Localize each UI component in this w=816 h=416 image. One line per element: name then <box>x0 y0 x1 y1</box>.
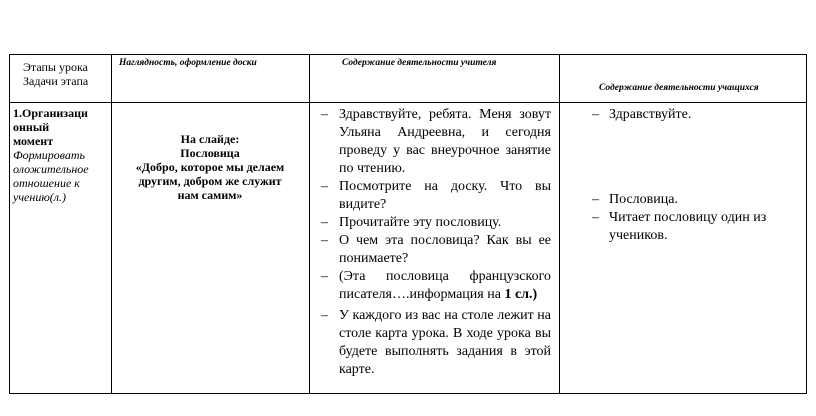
stage-task-line: учению(л.) <box>13 190 67 204</box>
teacher-item-text: Посмотрите на доску. Что вы видите? <box>339 179 551 212</box>
teacher-item <box>321 106 551 178</box>
student-item <box>592 209 806 245</box>
dash-bullet: – <box>592 192 599 207</box>
header-teacher: Содержание деятельности учителя <box>342 58 497 68</box>
teacher-cell <box>309 102 559 379</box>
student-item-text: Пословица. <box>609 192 678 207</box>
teacher-item <box>321 232 551 268</box>
student-item <box>592 106 806 124</box>
teacher-item <box>321 307 551 379</box>
proverb-label: Пословица <box>180 146 240 160</box>
stage-cell <box>10 102 111 204</box>
teacher-item-text: У каждого из вас на столе лежит на столе карта урока. В ходе урока вы будете выполнять задания в этой карте. <box>339 308 551 377</box>
student-item-text: Здравствуйте. <box>609 107 692 122</box>
dash-bullet: – <box>321 308 328 323</box>
dash-bullet: – <box>321 107 328 122</box>
header-stages <box>10 55 111 102</box>
proverb-text-line: другим, добром же служит <box>138 174 282 188</box>
dash-bullet: – <box>321 215 328 230</box>
header-stages-line1: Этапы урока <box>23 60 88 74</box>
students-cell <box>559 102 806 245</box>
teacher-item-text: Прочитайте эту пословицу. <box>339 215 502 230</box>
teacher-item <box>321 178 551 214</box>
dash-bullet: – <box>592 107 599 122</box>
stage-name-line: онный <box>13 120 50 134</box>
header-visual: Наглядность, оформление доски <box>119 58 257 68</box>
dash-bullet: – <box>592 210 599 225</box>
student-item-text: Читает пословицу один из учеников. <box>609 210 767 243</box>
stage-name-line: 1.Организаци <box>13 106 88 120</box>
slide-label: На слайде: <box>180 132 240 146</box>
stage-task-line: Формировать <box>13 148 85 162</box>
dash-bullet: – <box>321 269 328 284</box>
dash-bullet: – <box>321 179 328 194</box>
teacher-list <box>321 106 551 379</box>
header-students: Содержание деятельности учащихся <box>599 83 759 93</box>
stage-task-line: отношение к <box>13 176 80 190</box>
stage-task-line: оложительное <box>13 162 89 176</box>
lesson-plan-table <box>9 54 807 394</box>
student-item <box>592 191 806 209</box>
header-stages-line2: Задачи этапа <box>23 74 89 88</box>
proverb-text-line: нам самим» <box>177 188 243 202</box>
dash-bullet: – <box>321 233 328 248</box>
teacher-item-text: Здравствуйте, ребята. Меня зовут Ульяна Андреевна, и сегодня проведу у вас внеурочное занятие по чтению. <box>339 107 551 176</box>
teacher-item-text: (Эта пословица французского писателя….информация на <box>339 269 551 302</box>
teacher-item-text: О чем эта пословица? Как вы ее понимаете? <box>339 233 551 266</box>
visual-cell <box>111 102 309 202</box>
spacer <box>592 124 806 191</box>
teacher-item <box>321 214 551 232</box>
slide-ref: 1 сл.) <box>504 287 538 302</box>
proverb-text-line: «Добро, которое мы делаем <box>135 160 285 174</box>
teacher-item <box>321 268 551 304</box>
stage-name-line: момент <box>13 134 54 148</box>
